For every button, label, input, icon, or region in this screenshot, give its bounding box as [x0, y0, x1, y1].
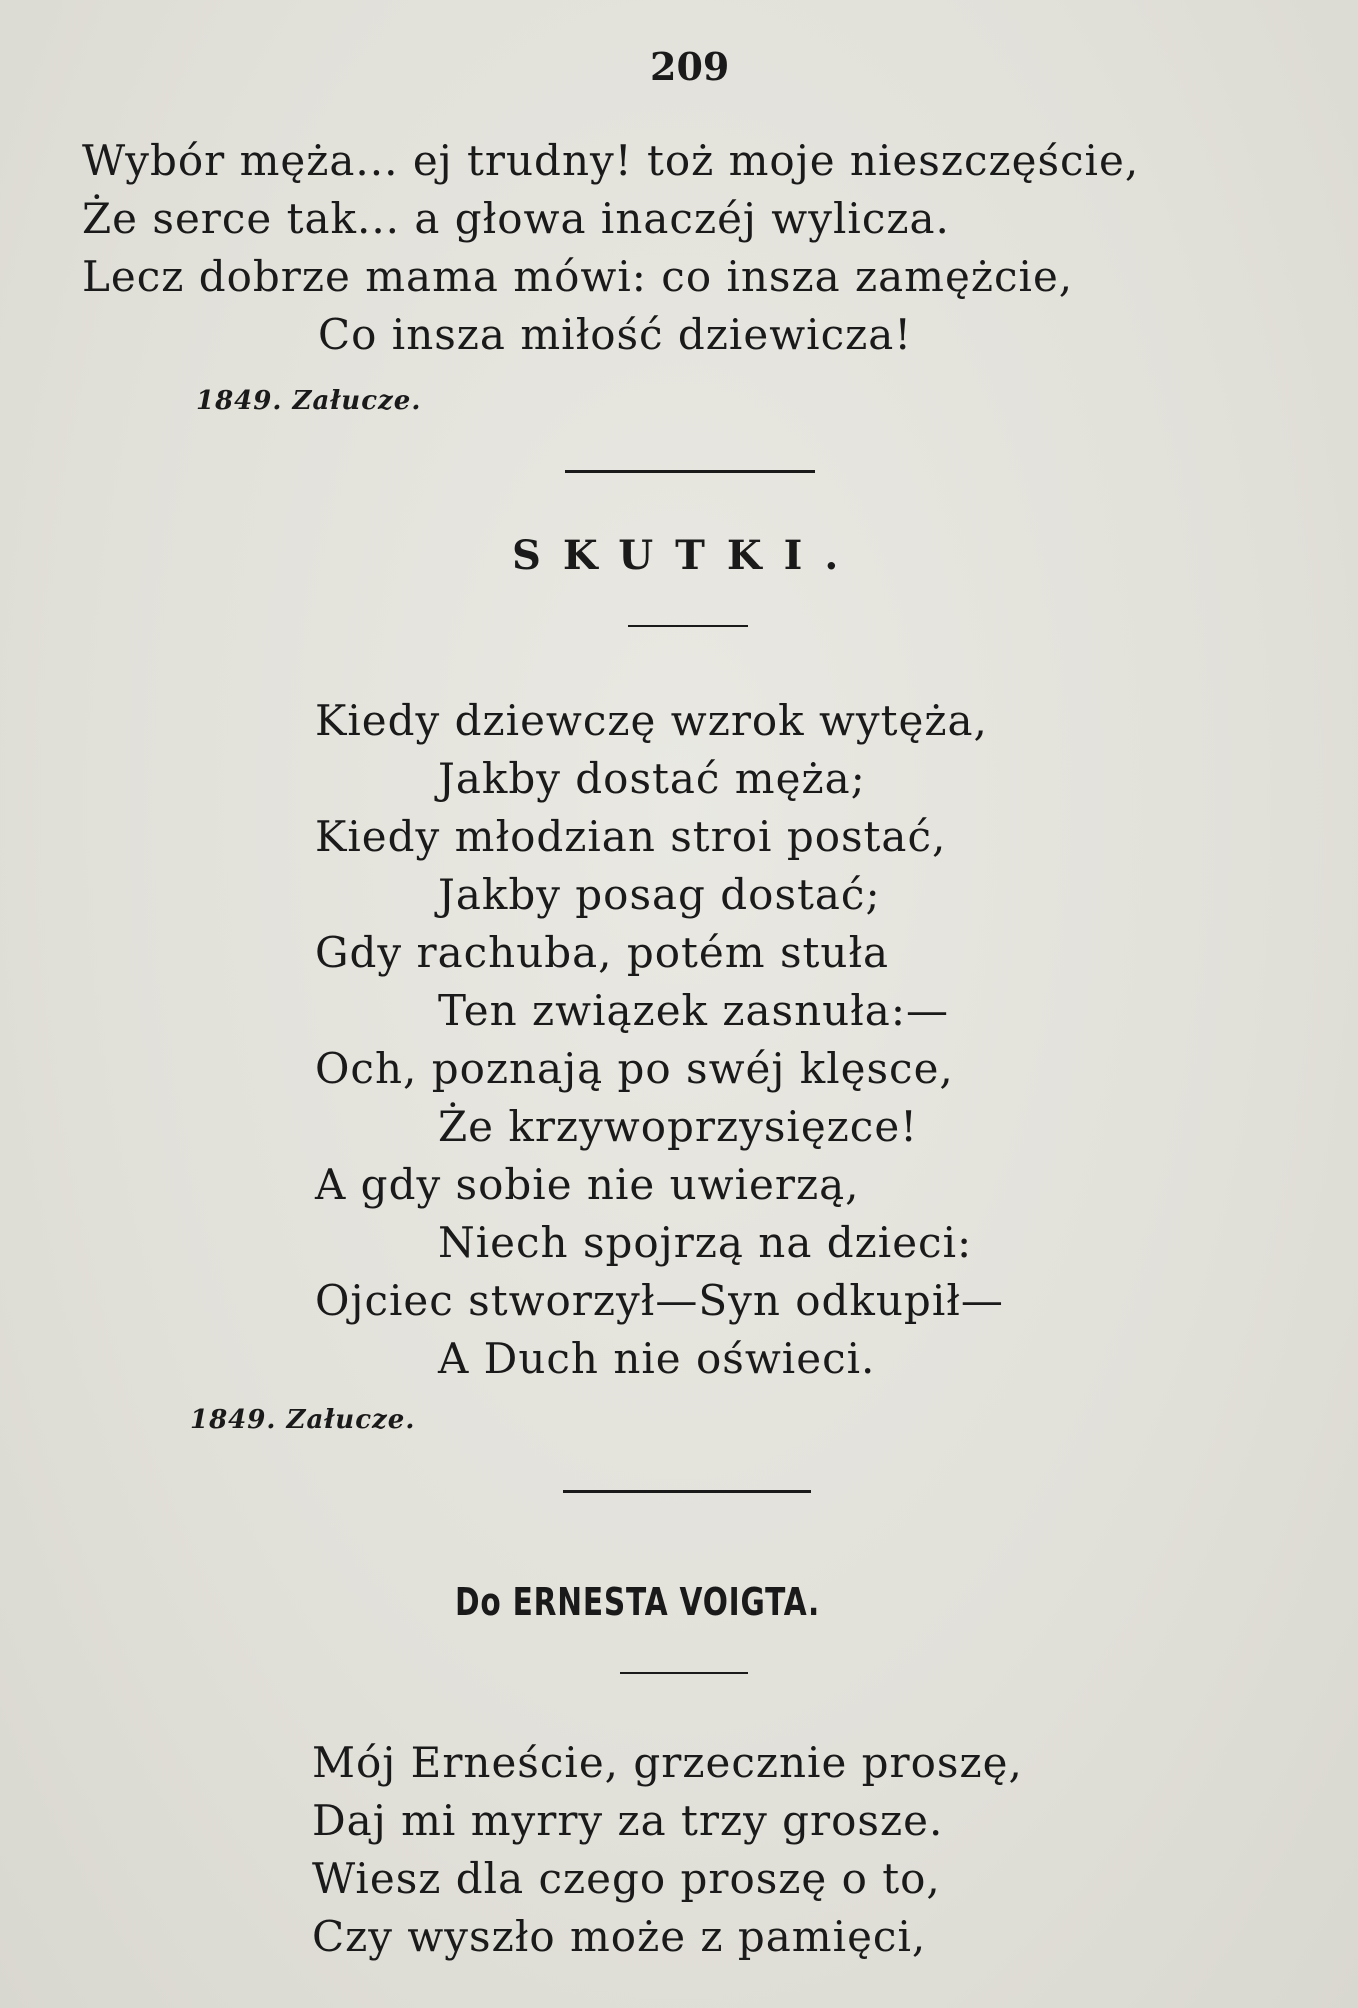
poem3-line-2: Daj mi myrry za trzy grosze. [312, 1796, 944, 1845]
poem2-line-3: Kiedy młodzian stroi postać, [315, 812, 947, 861]
page-number: 209 [650, 44, 730, 89]
poem2-line-8: Że krzywoprzysięzce! [438, 1102, 919, 1151]
section-rule-2 [563, 1490, 811, 1493]
stanza1-line-1: Wybór męża... ej trudny! toż moje nieszczęście, [82, 136, 1140, 185]
poem2-line-9: A gdy sobie nie uwierzą, [315, 1160, 860, 1209]
section-rule-1 [565, 470, 815, 473]
poem2-dateline: 1849. Załucze. [190, 1405, 416, 1435]
title-rule-2 [628, 625, 748, 627]
title-rule-3 [620, 1672, 748, 1674]
poem3-title: Do ERNESTA VOIGTA. [455, 1580, 821, 1624]
poem2-line-1: Kiedy dziewczę wzrok wytęża, [315, 696, 988, 745]
poem2-line-5: Gdy rachuba, potém stuła [315, 928, 890, 977]
poem2-line-10: Niech spojrzą na dzieci: [438, 1218, 973, 1267]
poem2-line-2: Jakby dostać męża; [438, 754, 866, 803]
poem3-line-1: Mój Erneście, grzecznie proszę, [312, 1738, 1023, 1787]
stanza1-dateline: 1849. Załucze. [196, 386, 422, 416]
stanza1-line-2: Że serce tak... a głowa inaczéj wylicza. [82, 194, 950, 243]
poem3-line-4: Czy wyszło może z pamięci, [312, 1912, 927, 1961]
poem3-line-3: Wiesz dla czego proszę o to, [312, 1854, 941, 1903]
poem2-title: SKUTKI. [512, 532, 861, 579]
poem2-line-12: A Duch nie oświeci. [438, 1334, 876, 1383]
poem2-line-7: Och, poznają po swéj klęsce, [315, 1044, 954, 1093]
poem2-line-11: Ojciec stworzył—Syn odkupił— [315, 1276, 1004, 1325]
poem2-line-6: Ten związek zasnuła:— [438, 986, 949, 1035]
poem2-line-4: Jakby posag dostać; [438, 870, 881, 919]
stanza1-line-3: Lecz dobrze mama mówi: co insza zamężcie, [82, 252, 1074, 301]
stanza1-line-4: Co insza miłość dziewicza! [318, 310, 913, 359]
